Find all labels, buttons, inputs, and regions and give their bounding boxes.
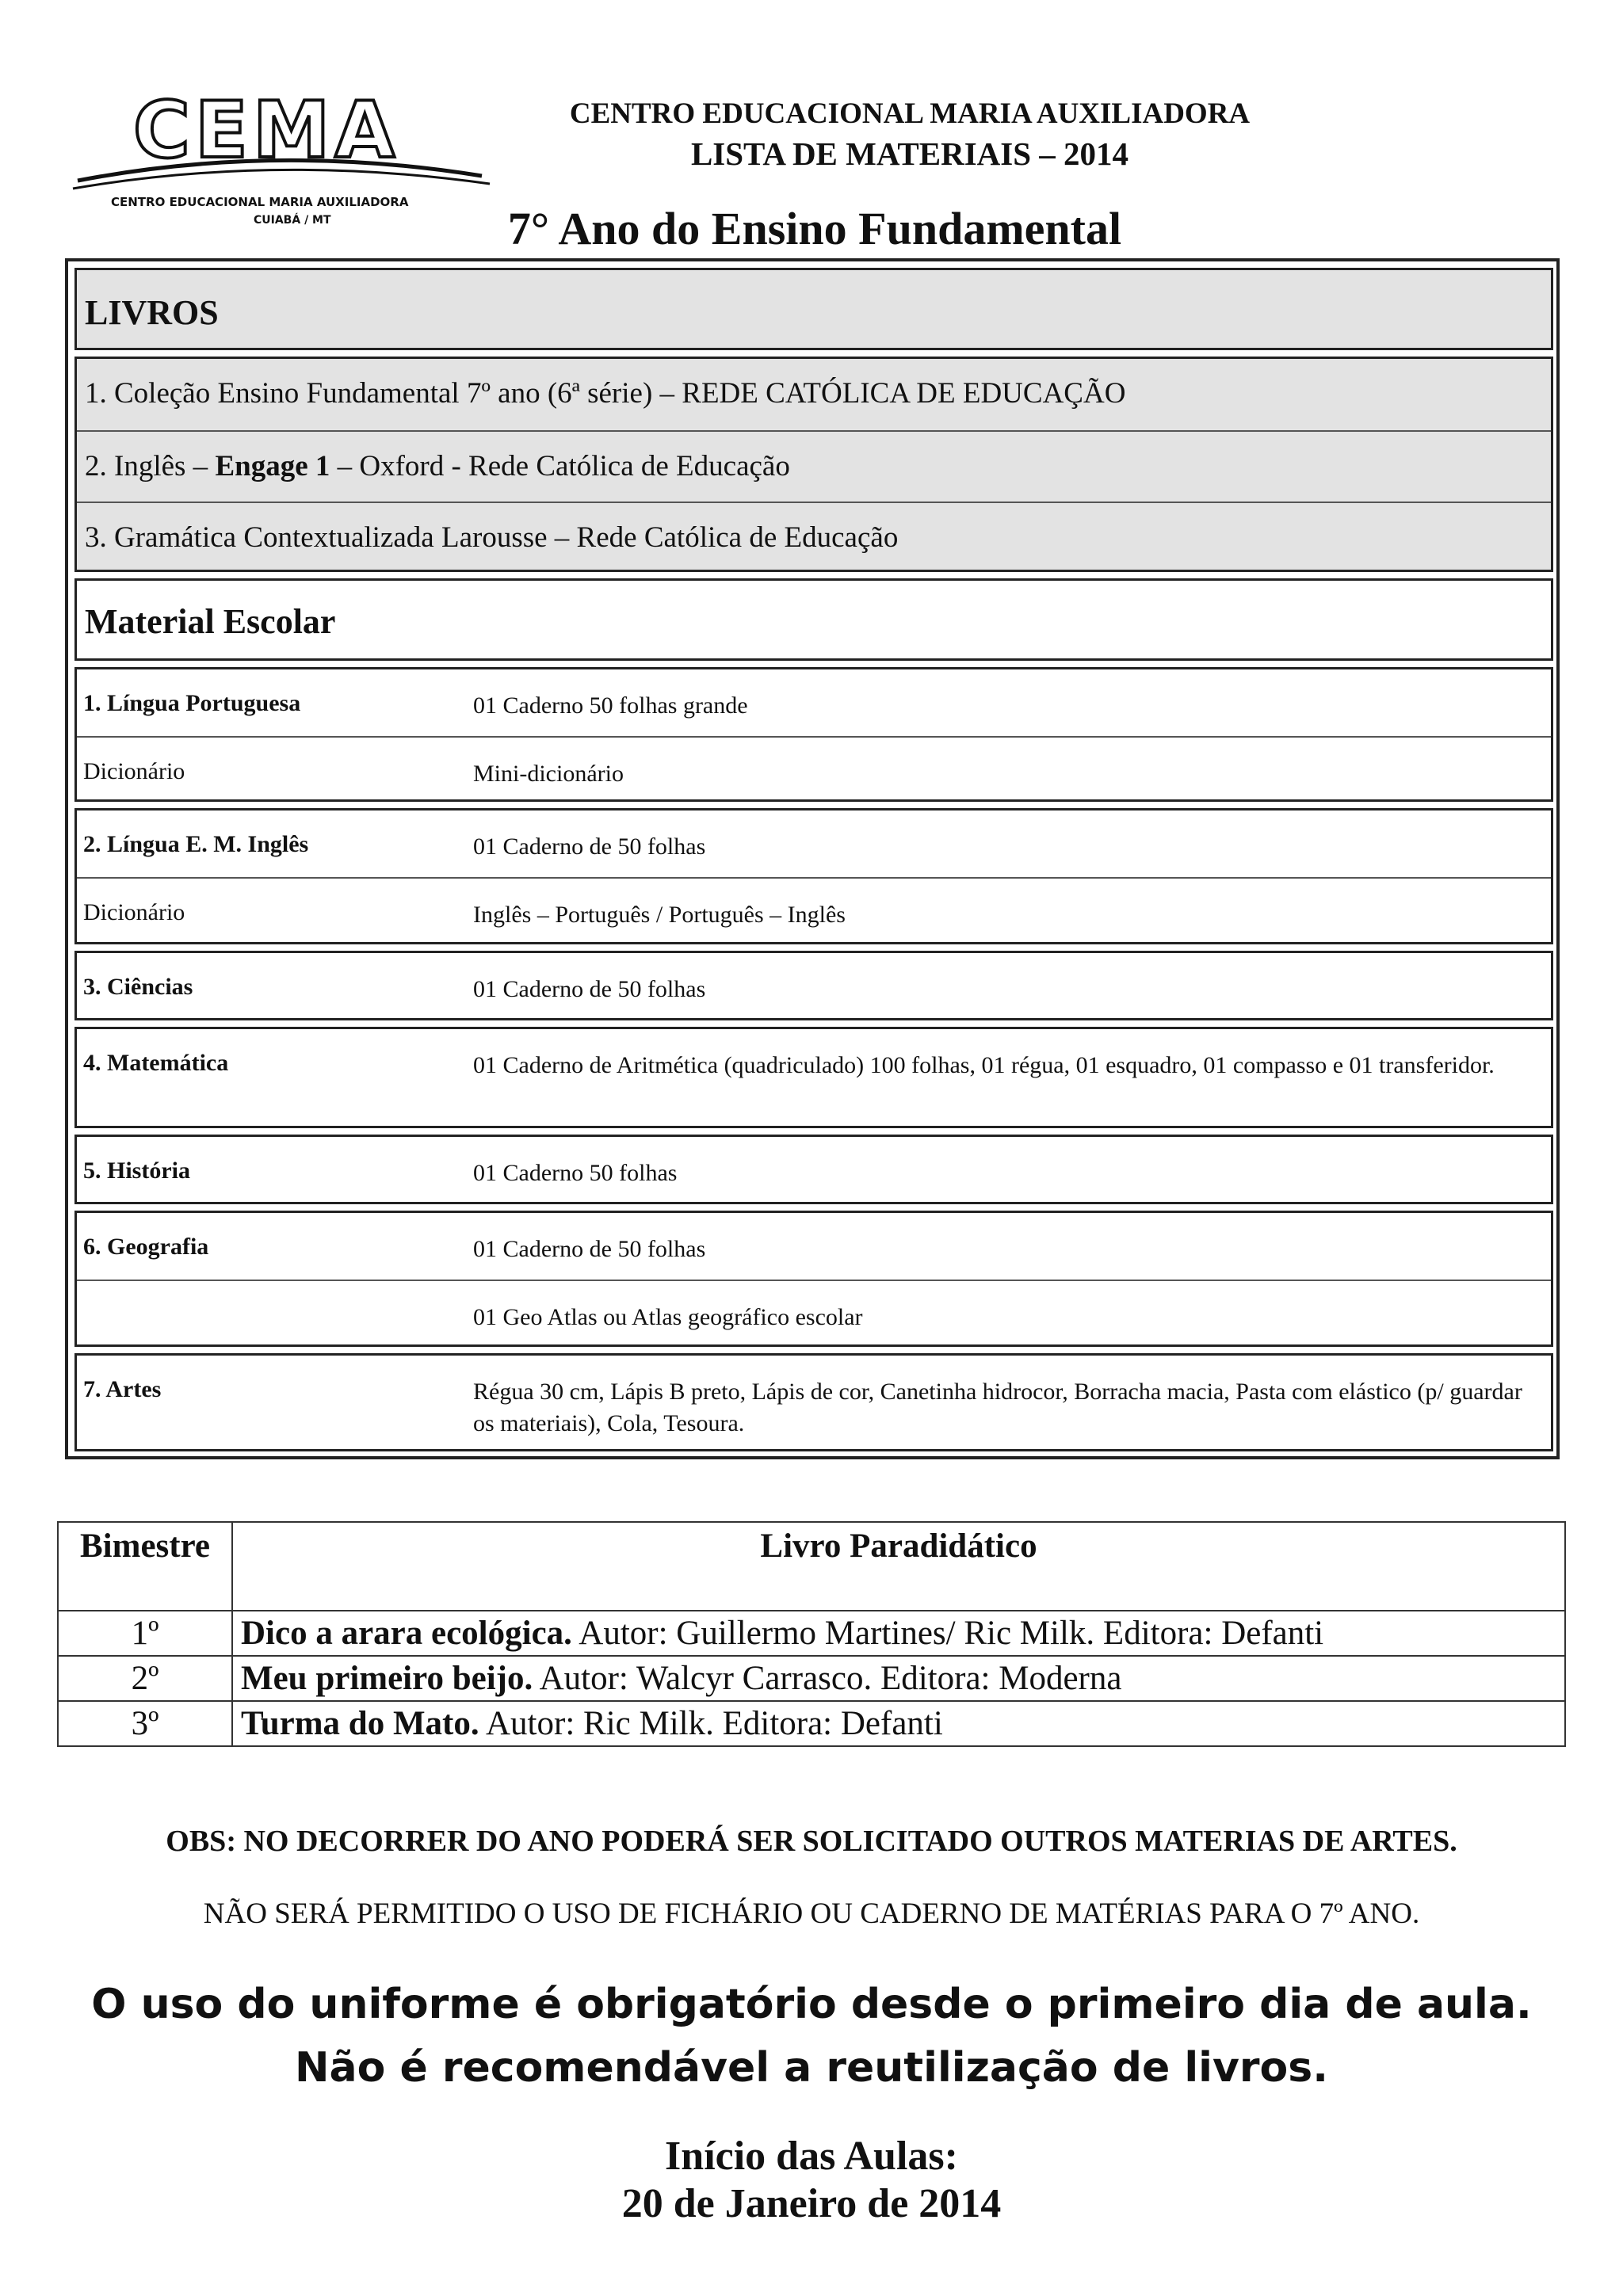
material-row: [77, 1213, 1551, 1280]
livros-heading: LIVROS: [85, 293, 219, 332]
subject-group-geografia: [74, 1211, 1553, 1347]
material-item: Régua 30 cm, Lápis B preto, Lápis de cor, Canetinha hidrocor, Borracha macia, Pasta com elástico (p/ guardar os materiais), Cola, Tesoura.: [473, 1379, 1522, 1436]
book-item-emphasis: Engage 1: [215, 450, 330, 482]
logo-subtitle: CENTRO EDUCACIONAL MARIA AUXILIADORA: [111, 195, 409, 209]
subject-name: 5. História: [83, 1158, 190, 1184]
subject-group-artes: [74, 1353, 1553, 1451]
list-title: LISTA DE MATERIAIS – 2014: [690, 135, 1129, 172]
book-details: Autor: Walcyr Carrasco. Editora: Moderna: [533, 1660, 1122, 1697]
material-item: 01 Caderno 50 folhas grande: [473, 692, 748, 719]
subject-group-historia: [74, 1135, 1553, 1204]
material-heading-box: [74, 578, 1553, 661]
subject-name: 3. Ciências: [83, 974, 193, 1000]
subject-group-ciencias: [74, 951, 1553, 1020]
material-row: [77, 1137, 1551, 1203]
subject-name: 7. Artes: [83, 1376, 162, 1402]
table-row: [58, 1611, 1565, 1656]
livros-heading-box: [74, 268, 1553, 350]
paradidatic-table: [57, 1521, 1566, 1747]
subject-name: Dicionário: [83, 899, 185, 925]
book-title: Turma do Mato.: [241, 1705, 479, 1742]
subject-group-ingles: [74, 808, 1553, 944]
material-heading: Material Escolar: [85, 602, 336, 641]
book-item-text: – Oxford - Rede Católica de Educação: [330, 450, 790, 482]
bimestre-cell: 1º: [58, 1611, 232, 1656]
material-item: 01 Caderno de 50 folhas: [473, 833, 706, 860]
book-item-text: 3. Gramática Contextualizada Larousse – Rede Católica de Educação: [85, 521, 899, 554]
binder-note: NÃO SERÁ PERMITIDO O USO DE FICHÁRIO OU CADERNO DE MATÉRIAS PARA O 7º ANO.: [203, 1897, 1420, 1930]
column-header-livro: Livro Paradidático: [232, 1522, 1565, 1611]
subject-name: Dicionário: [83, 758, 185, 784]
column-header-bimestre: Bimestre: [58, 1522, 232, 1611]
material-row: [77, 1280, 1551, 1346]
reuse-note: Não é recomendável a reutilização de livros.: [295, 2044, 1328, 2092]
material-row: [77, 877, 1551, 944]
material-row: [77, 736, 1551, 801]
subject-group-portugues: [74, 667, 1553, 802]
grade-title: 7° Ano do Ensino Fundamental: [507, 203, 1122, 254]
material-row: [77, 669, 1551, 736]
subject-name: 1. Língua Portuguesa: [83, 690, 301, 716]
book-item-text: 1. Coleção Ensino Fundamental 7º ano (6ª série) – REDE CATÓLICA DE EDUCAÇÃO: [85, 377, 1126, 410]
table-row: [58, 1656, 1565, 1701]
material-item: Inglês – Português / Português – Inglês: [473, 902, 846, 928]
obs-note: OBS: NO DECORRER DO ANO PODERÁ SER SOLICITADO OUTROS MATERIAS DE ARTES.: [166, 1825, 1457, 1858]
table-header-row: [58, 1522, 1565, 1611]
material-item: 01 Caderno 50 folhas: [473, 1160, 678, 1186]
material-row: [77, 1029, 1551, 1127]
book-item: [77, 430, 1551, 502]
livros-list: [74, 357, 1553, 572]
material-item: 01 Caderno de 50 folhas: [473, 976, 706, 1002]
book-details: Autor: Guillermo Martines/ Ric Milk. Editora: Defanti: [571, 1615, 1324, 1652]
start-date: 20 de Janeiro de 2014: [621, 2181, 1002, 2226]
logo-word: CEMA: [133, 87, 400, 176]
school-name: CENTRO EDUCACIONAL MARIA AUXILIADORA: [569, 97, 1251, 130]
subject-name: 6. Geografia: [83, 1234, 209, 1260]
start-label: Início das Aulas:: [665, 2134, 958, 2179]
book-details: Autor: Ric Milk. Editora: Defanti: [479, 1705, 943, 1742]
material-row: [77, 1356, 1551, 1451]
material-item: 01 Geo Atlas ou Atlas geográfico escolar: [473, 1304, 863, 1330]
uniform-note: O uso do uniforme é obrigatório desde o primeiro dia de aula.: [91, 1981, 1532, 2028]
material-item: Mini-dicionário: [473, 761, 624, 787]
subject-name: 4. Matemática: [83, 1050, 229, 1076]
book-title: Dico a arara ecológica.: [241, 1615, 572, 1652]
book-item: [77, 502, 1551, 571]
subject-name: 2. Língua E. M. Inglês: [83, 831, 309, 857]
material-item: 01 Caderno de 50 folhas: [473, 1236, 706, 1262]
bimestre-cell: 3º: [58, 1701, 232, 1746]
book-cell: [232, 1656, 1565, 1701]
book-cell: [232, 1611, 1565, 1656]
subject-group-matematica: [74, 1027, 1553, 1128]
book-cell: [232, 1701, 1565, 1746]
book-item: [77, 359, 1551, 430]
bimestre-cell: 2º: [58, 1656, 232, 1701]
logo-city: CUIABÁ / MT: [254, 214, 331, 227]
material-item: 01 Caderno de Aritmética (quadriculado) 100 folhas, 01 régua, 01 esquadro, 01 compasso e 01 transferidor.: [473, 1052, 1495, 1078]
book-item-text: 2. Inglês –: [85, 450, 216, 482]
book-title: Meu primeiro beijo.: [241, 1660, 533, 1697]
material-row: [77, 953, 1551, 1020]
material-row: [77, 810, 1551, 877]
table-row: [58, 1701, 1565, 1746]
